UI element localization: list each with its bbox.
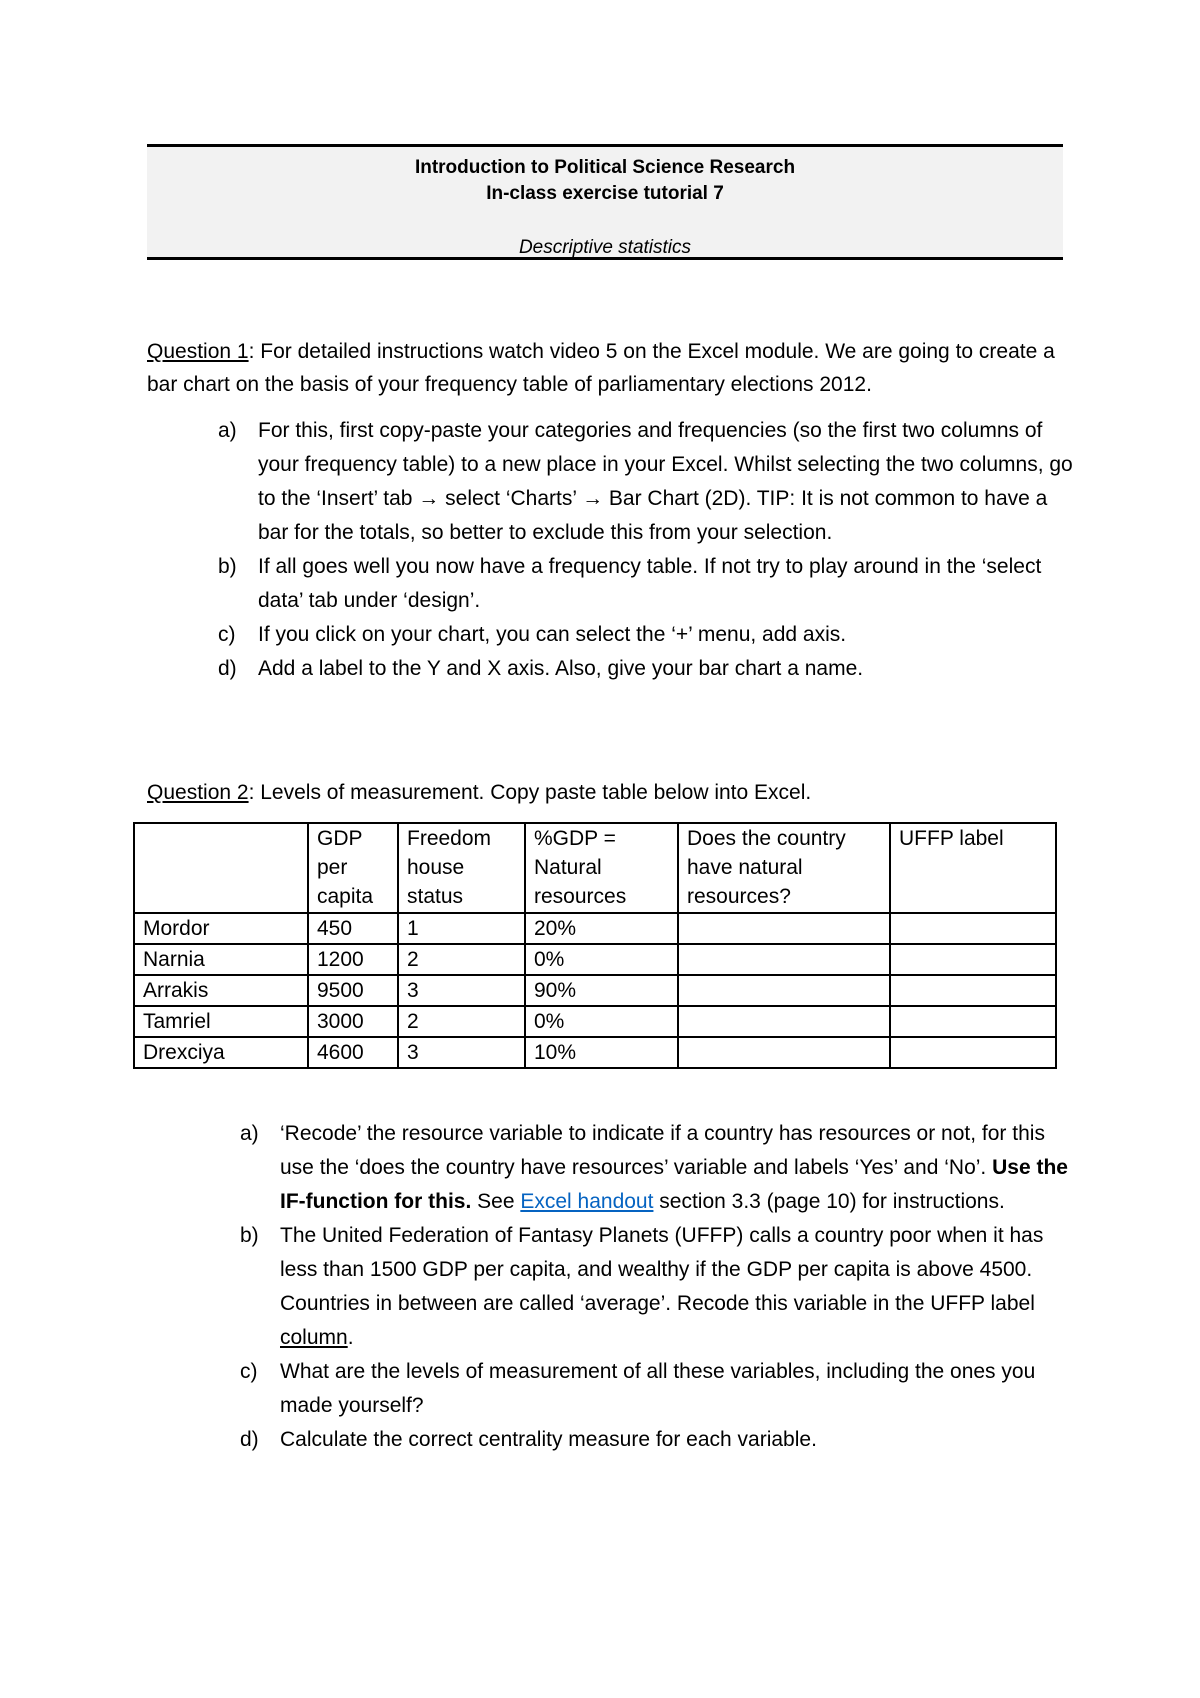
tutorial-subtitle: In-class exercise tutorial 7 [486,183,724,204]
list-item [240,1355,1080,1423]
table-row [134,1006,1056,1037]
table-header-cell: UFFP label [890,823,1056,913]
table-cell: 3000 [308,1006,398,1037]
table-row [134,944,1056,975]
table-cell: 2 [398,944,525,975]
table-cell: Tamriel [134,1006,308,1037]
list-item [240,1219,1080,1355]
table-cell [678,913,890,944]
table-cell: 3 [398,975,525,1006]
table-header-cell: %GDP = Natural resources [525,823,678,913]
list-item-text: ‘Recode’ the resource variable to indicate if a country has resources or not, for this use the ‘does the country have resources’ variable and labels ‘Yes’ and ‘No’. [280,1122,1045,1179]
table-cell [678,1006,890,1037]
table-cell: Drexciya [134,1037,308,1068]
table-cell: 10% [525,1037,678,1068]
list-item [218,618,1078,652]
measurement-table [133,822,1057,1069]
question-1-label: Question 1 [147,340,249,363]
table-row [134,1037,1056,1068]
list-item-text: section 3.3 (page 10) for instructions. [653,1190,1005,1213]
table-cell [678,975,890,1006]
list-item [218,414,1078,550]
question-2-label: Question 2 [147,781,249,804]
table-cell [890,1006,1056,1037]
header-box [147,144,1063,260]
table-cell [890,944,1056,975]
table-header-cell: Freedom house status [398,823,525,913]
table-cell [678,1037,890,1068]
list-item-text: See [471,1190,521,1213]
table-cell: Mordor [134,913,308,944]
table-cell [890,975,1056,1006]
list-item [240,1423,1080,1457]
topic-title: Descriptive statistics [518,237,692,258]
table-header-cell: GDP per capita [308,823,398,913]
question-2 [147,776,1067,809]
table-cell: 3 [398,1037,525,1068]
list-item-text: Calculate the correct centrality measure for each variable. [280,1428,817,1451]
list-item [218,652,1078,686]
table-cell: 0% [525,1006,678,1037]
list-marker: b) [240,1224,259,1247]
list-item [218,550,1078,618]
list-marker: a) [218,419,237,442]
table-cell: 2 [398,1006,525,1037]
list-marker: d) [240,1428,259,1451]
table-header-cell [134,823,308,913]
table-cell: Narnia [134,944,308,975]
question-2-intro: : Levels of measurement. Copy paste table below into Excel. [248,781,812,804]
list-item-text: Add a label to the Y and X axis. Also, give your bar chart a name. [258,657,864,680]
list-item-text: The United Federation of Fantasy Planets (UFFP) calls a country poor when it has less than 1500 GDP per capita, and wealthy if the GDP per capita is above 4500. Countries in between are called ‘average’. Recode this variable in the UFFP label [280,1224,1044,1315]
table-cell: 1200 [308,944,398,975]
list-item-text: If all goes well you now have a frequency table. If not try to play around in the ‘select data’ tab under ‘design’. [258,555,1042,612]
table-cell [890,913,1056,944]
table-cell: Arrakis [134,975,308,1006]
table-cell [678,944,890,975]
list-item-text: What are the levels of measurement of all these variables, including the ones you made yourself? [280,1360,1036,1417]
table-header-cell: Does the country have natural resources? [678,823,890,913]
list-marker: d) [218,657,237,680]
table-cell: 4600 [308,1037,398,1068]
table-cell: 450 [308,913,398,944]
list-marker: b) [218,555,237,578]
excel-handout-link[interactable]: Excel handout [520,1190,654,1213]
table-cell: 1 [398,913,525,944]
question-2-list [240,1117,1080,1457]
table-row [134,913,1056,944]
list-marker: c) [218,623,236,646]
list-item-text: For this, first copy-paste your categories and frequencies (so the first two columns of your frequency table) to a new place in your Excel. Whilst selecting the two columns, go to the ‘Insert’ tab → select ‘Charts’ → Bar Chart (2D). TIP: It is not common to have a bar for the totals, so better to exclude this from your selection. [258,419,1073,544]
list-item-text: If you click on your chart, you can select the ‘+’ menu, add axis. [258,623,847,646]
course-title: Introduction to Political Science Research [414,157,796,178]
column-word: column [280,1326,348,1349]
question-1-intro: : For detailed instructions watch video 5 on the Excel module. We are going to create a bar chart on the basis of your frequency table of parliamentary elections 2012. [147,340,1055,396]
question-1 [147,335,1067,401]
list-marker: a) [240,1122,259,1145]
if-function-instruction: Use the IF-function for this. [280,1156,1068,1213]
list-marker: c) [240,1360,258,1383]
list-item-text: . [347,1326,354,1349]
question-1-list [218,414,1078,686]
table-cell: 20% [525,913,678,944]
table-cell: 90% [525,975,678,1006]
table-cell: 0% [525,944,678,975]
table-row [134,975,1056,1006]
table-cell [890,1037,1056,1068]
list-item [240,1117,1080,1219]
table-header-row [134,823,1056,913]
table-cell: 9500 [308,975,398,1006]
